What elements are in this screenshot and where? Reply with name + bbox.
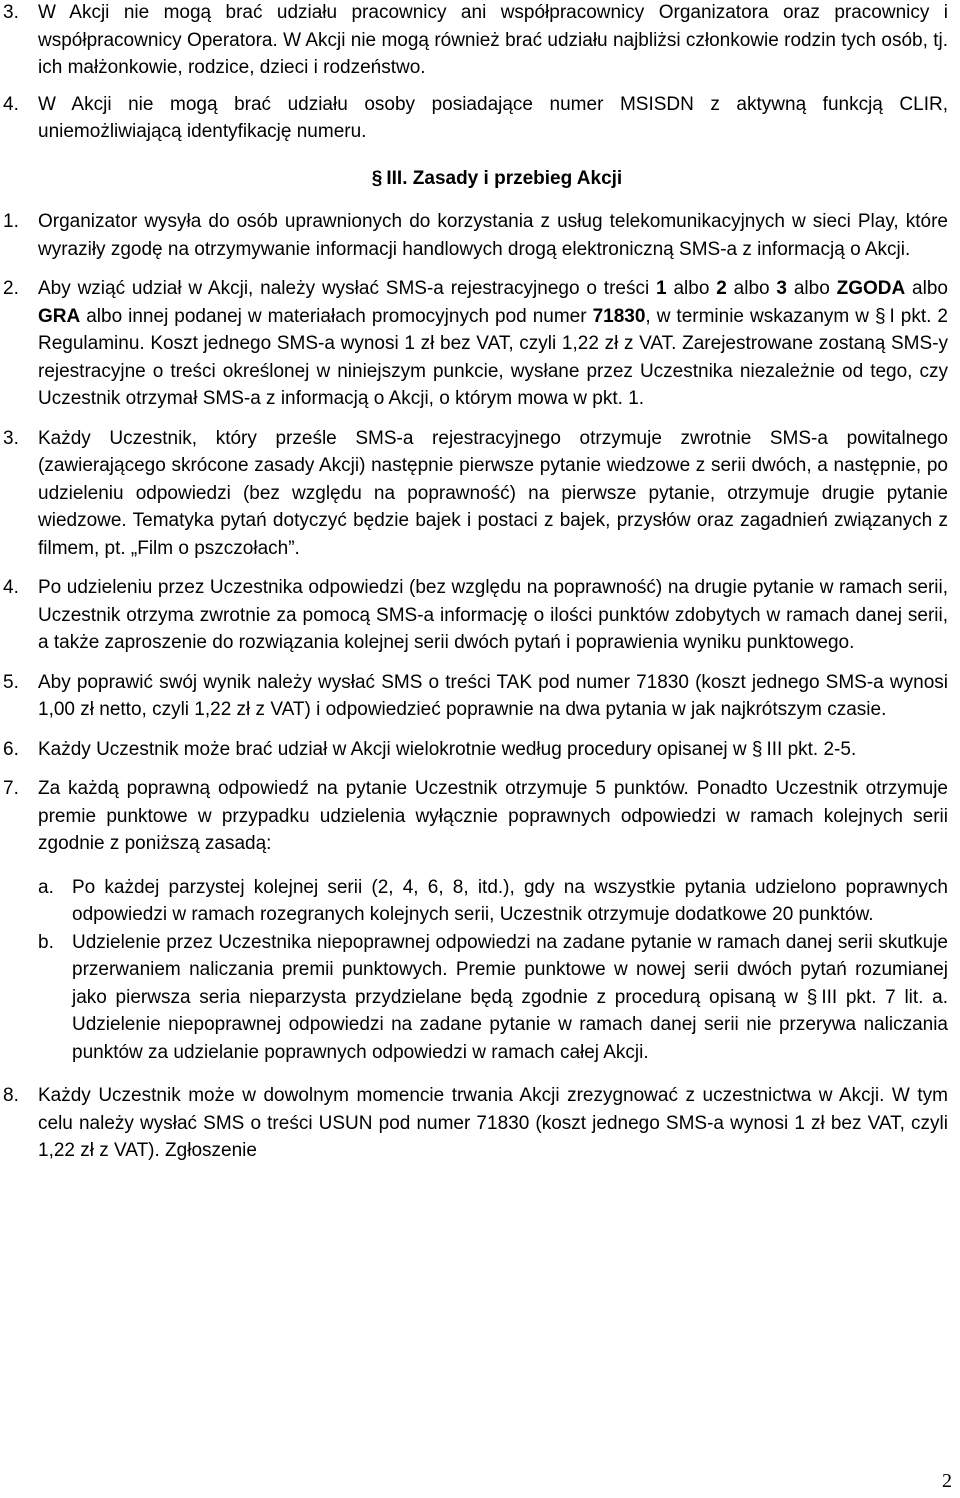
text-run: albo — [905, 278, 948, 299]
item-number: 6. — [3, 738, 19, 760]
subitem-a — [0, 874, 954, 929]
item-text — [38, 278, 948, 409]
item-text: Po udzieleniu przez Uczestnika odpowiedzi (bez względu na poprawność) na drugie pytanie w ramach serii, Uczestnik otrzyma zwrotnie za pomocą SMS-a informację o ilości punktów zdobytych w ramach danej serii, a także zaproszenie do rozwiązania kolejnej serii dwóch pytań i poprawienia wyniku punktowego. — [38, 577, 948, 653]
text-run: III pkt. 2-5. — [766, 738, 857, 760]
section-heading — [40, 165, 954, 193]
text-run: albo innej podanej w materiałach promocyjnych pod numer — [80, 305, 593, 327]
bold-run: 1 — [656, 278, 667, 299]
paragraph-item-7 — [0, 775, 954, 858]
paragraph-item-1 — [0, 208, 954, 263]
item-number: 4. — [3, 577, 19, 598]
bold-run: GRA — [38, 305, 81, 327]
page-number: 2 — [942, 1470, 952, 1492]
bold-run: 3 — [776, 278, 787, 299]
section-symbol: § — [806, 986, 818, 1008]
item-text: Każdy Uczestnik, który prześle SMS-a rejestracyjnego otrzymuje zwrotnie SMS-a powitalnego (zawierającego skrócone zasady Akcji) następnie pierwsze pytanie wiedzowe z serii dwóch, a następnie, po udzieleniu odpowiedzi (bez względu na poprawność) na pierwsze pytanie, otrzymuje drugie pytanie wiedzowe. Tematyka pytań dotyczyć będzie bajek i postaci z bajek, przysłów oraz zagadnień związanych z filmem, pt. „Film o pszczołach”. — [38, 427, 948, 559]
item-text — [38, 739, 856, 760]
item-text: Za każdą poprawną odpowiedź na pytanie Uczestnik otrzymuje 5 punktów. Ponadto Uczestnik otrzymuje premie punktowe w przypadku udzielenia wyłącznie poprawnych odpowiedzi w ramach kolejnych serii zgodnie z poniższą zasadą: — [38, 778, 948, 854]
bold-run: 71830 — [592, 305, 646, 327]
text-run: I pkt. 2 Regulaminu. Koszt jednego SMS-a wynosi 1 zł bez VAT, czyli 1,22 zł z VAT. Zarejestrowane zostaną SMS-y rejestracyjne o treści określonej w niniejszym punkcie, wysłane przez Uczestnika niezależnie od tego, czy Uczestnik otrzymał SMS-a z informacją o Akcji, o którym mowa w pkt. 1. — [38, 305, 948, 409]
paragraph-item-6 — [0, 736, 954, 764]
item-text: Organizator wysyła do osób uprawnionych do korzystania z usług telekomunikacyjnych w sieci Play, które wyraziły zgodę na otrzymywanie informacji handlowych drogą elektroniczną SMS-a z informacją o Akcji. — [38, 211, 948, 260]
text-run: Każdy Uczestnik może brać udział w Akcji wielokrotnie według procedury opisanej w — [38, 738, 752, 760]
item-number: 8. — [3, 1085, 19, 1106]
text-run: , w terminie wskazanym w — [645, 305, 875, 327]
item-text: Aby poprawić swój wynik należy wysłać SMS o treści TAK pod numer 71830 (koszt jednego SMS-a wynosi 1,00 zł netto, czyli 1,22 zł z VAT) i odpowiedzieć poprawnie na dwa pytania w jak najkrótszym czasie. — [38, 671, 948, 720]
section-symbol: § — [874, 305, 886, 327]
subitem-letter: a. — [38, 876, 54, 898]
text-run: albo — [726, 278, 777, 299]
section-symbol: § — [751, 738, 763, 760]
item-number: 2. — [3, 278, 19, 299]
paragraph-item-4b — [0, 574, 954, 657]
section-symbol: § — [371, 167, 383, 189]
item-number: 1. — [3, 211, 19, 232]
item-text: Każdy Uczestnik może w dowolnym momencie trwania Akcji zrezygnować z uczestnictwa w Akcji. W tym celu należy wysłać SMS o treści USUN pod numer 71830 (koszt jednego SMS-a wynosi 1 zł bez VAT, czyli 1,22 zł z VAT). Zgłoszenie — [38, 1085, 948, 1161]
paragraph-item-5 — [0, 669, 954, 724]
bold-run: 2 — [716, 278, 727, 299]
paragraph-item-3 — [0, 0, 954, 82]
paragraph-item-3b — [0, 425, 954, 563]
item-number: 4. — [3, 93, 19, 115]
text-run: albo — [787, 278, 837, 299]
section-title: III. Zasady i przebieg Akcji — [386, 167, 623, 189]
paragraph-item-2 — [0, 275, 954, 413]
paragraph-item-4 — [0, 91, 954, 146]
item-number: 5. — [3, 671, 19, 693]
item-text: W Akcji nie mogą brać udziału osoby posiadające numer MSISDN z aktywną funkcją CLIR, uniemożliwiającą identyfikację numeru. — [38, 93, 948, 142]
paragraph-item-8 — [0, 1082, 954, 1165]
text-run: Udzielenie przez Uczestnika niepoprawnej odpowiedzi na zadane pytanie w ramach danej serii skutkuje przerwaniem naliczania premii punktowych. Premie punktowe w nowej serii dwóch pytań rozumianej jako pierwsza seria nieparzysta przydzielane będą zgodnie z procedurą opisaną w — [72, 931, 948, 1008]
subitem-text — [72, 932, 948, 1063]
text-run: III pkt. 7 lit. a. Udzielenie niepoprawnej odpowiedzi na zadane pytanie w ramach danej serii nie przerywa naliczania punktów za udzielanie poprawnych odpowiedzi w ramach całej Akcji. — [72, 986, 948, 1063]
subitem-b — [0, 929, 954, 1067]
subitem-letter: b. — [38, 931, 54, 953]
item-number: 7. — [3, 778, 19, 799]
subitem-text: Po każdej parzystej kolejnej serii (2, 4, 6, 8, itd.), gdy na wszystkie pytania udzielono poprawnych odpowiedzi w ramach rozegranych kolejnych serii, Uczestnik otrzymuje dodatkowe 20 punktów. — [72, 876, 948, 925]
text-run: albo — [666, 278, 717, 299]
text-run: Aby wziąć udział w Akcji, należy wysłać SMS-a rejestracyjnego o treści — [38, 278, 657, 299]
item-number: 3. — [3, 427, 19, 449]
item-text: W Akcji nie mogą brać udziału pracownicy ani współpracownicy Organizatora oraz pracownicy i współpracownicy Operatora. W Akcji nie mogą również brać udziału najbliżsi członkowie rodzin tych osób, tj. ich małżonkowie, rodzice, dzieci i rodzeństwo. — [38, 2, 948, 78]
item-number: 3. — [3, 2, 19, 23]
bold-run: ZGODA — [836, 278, 906, 299]
